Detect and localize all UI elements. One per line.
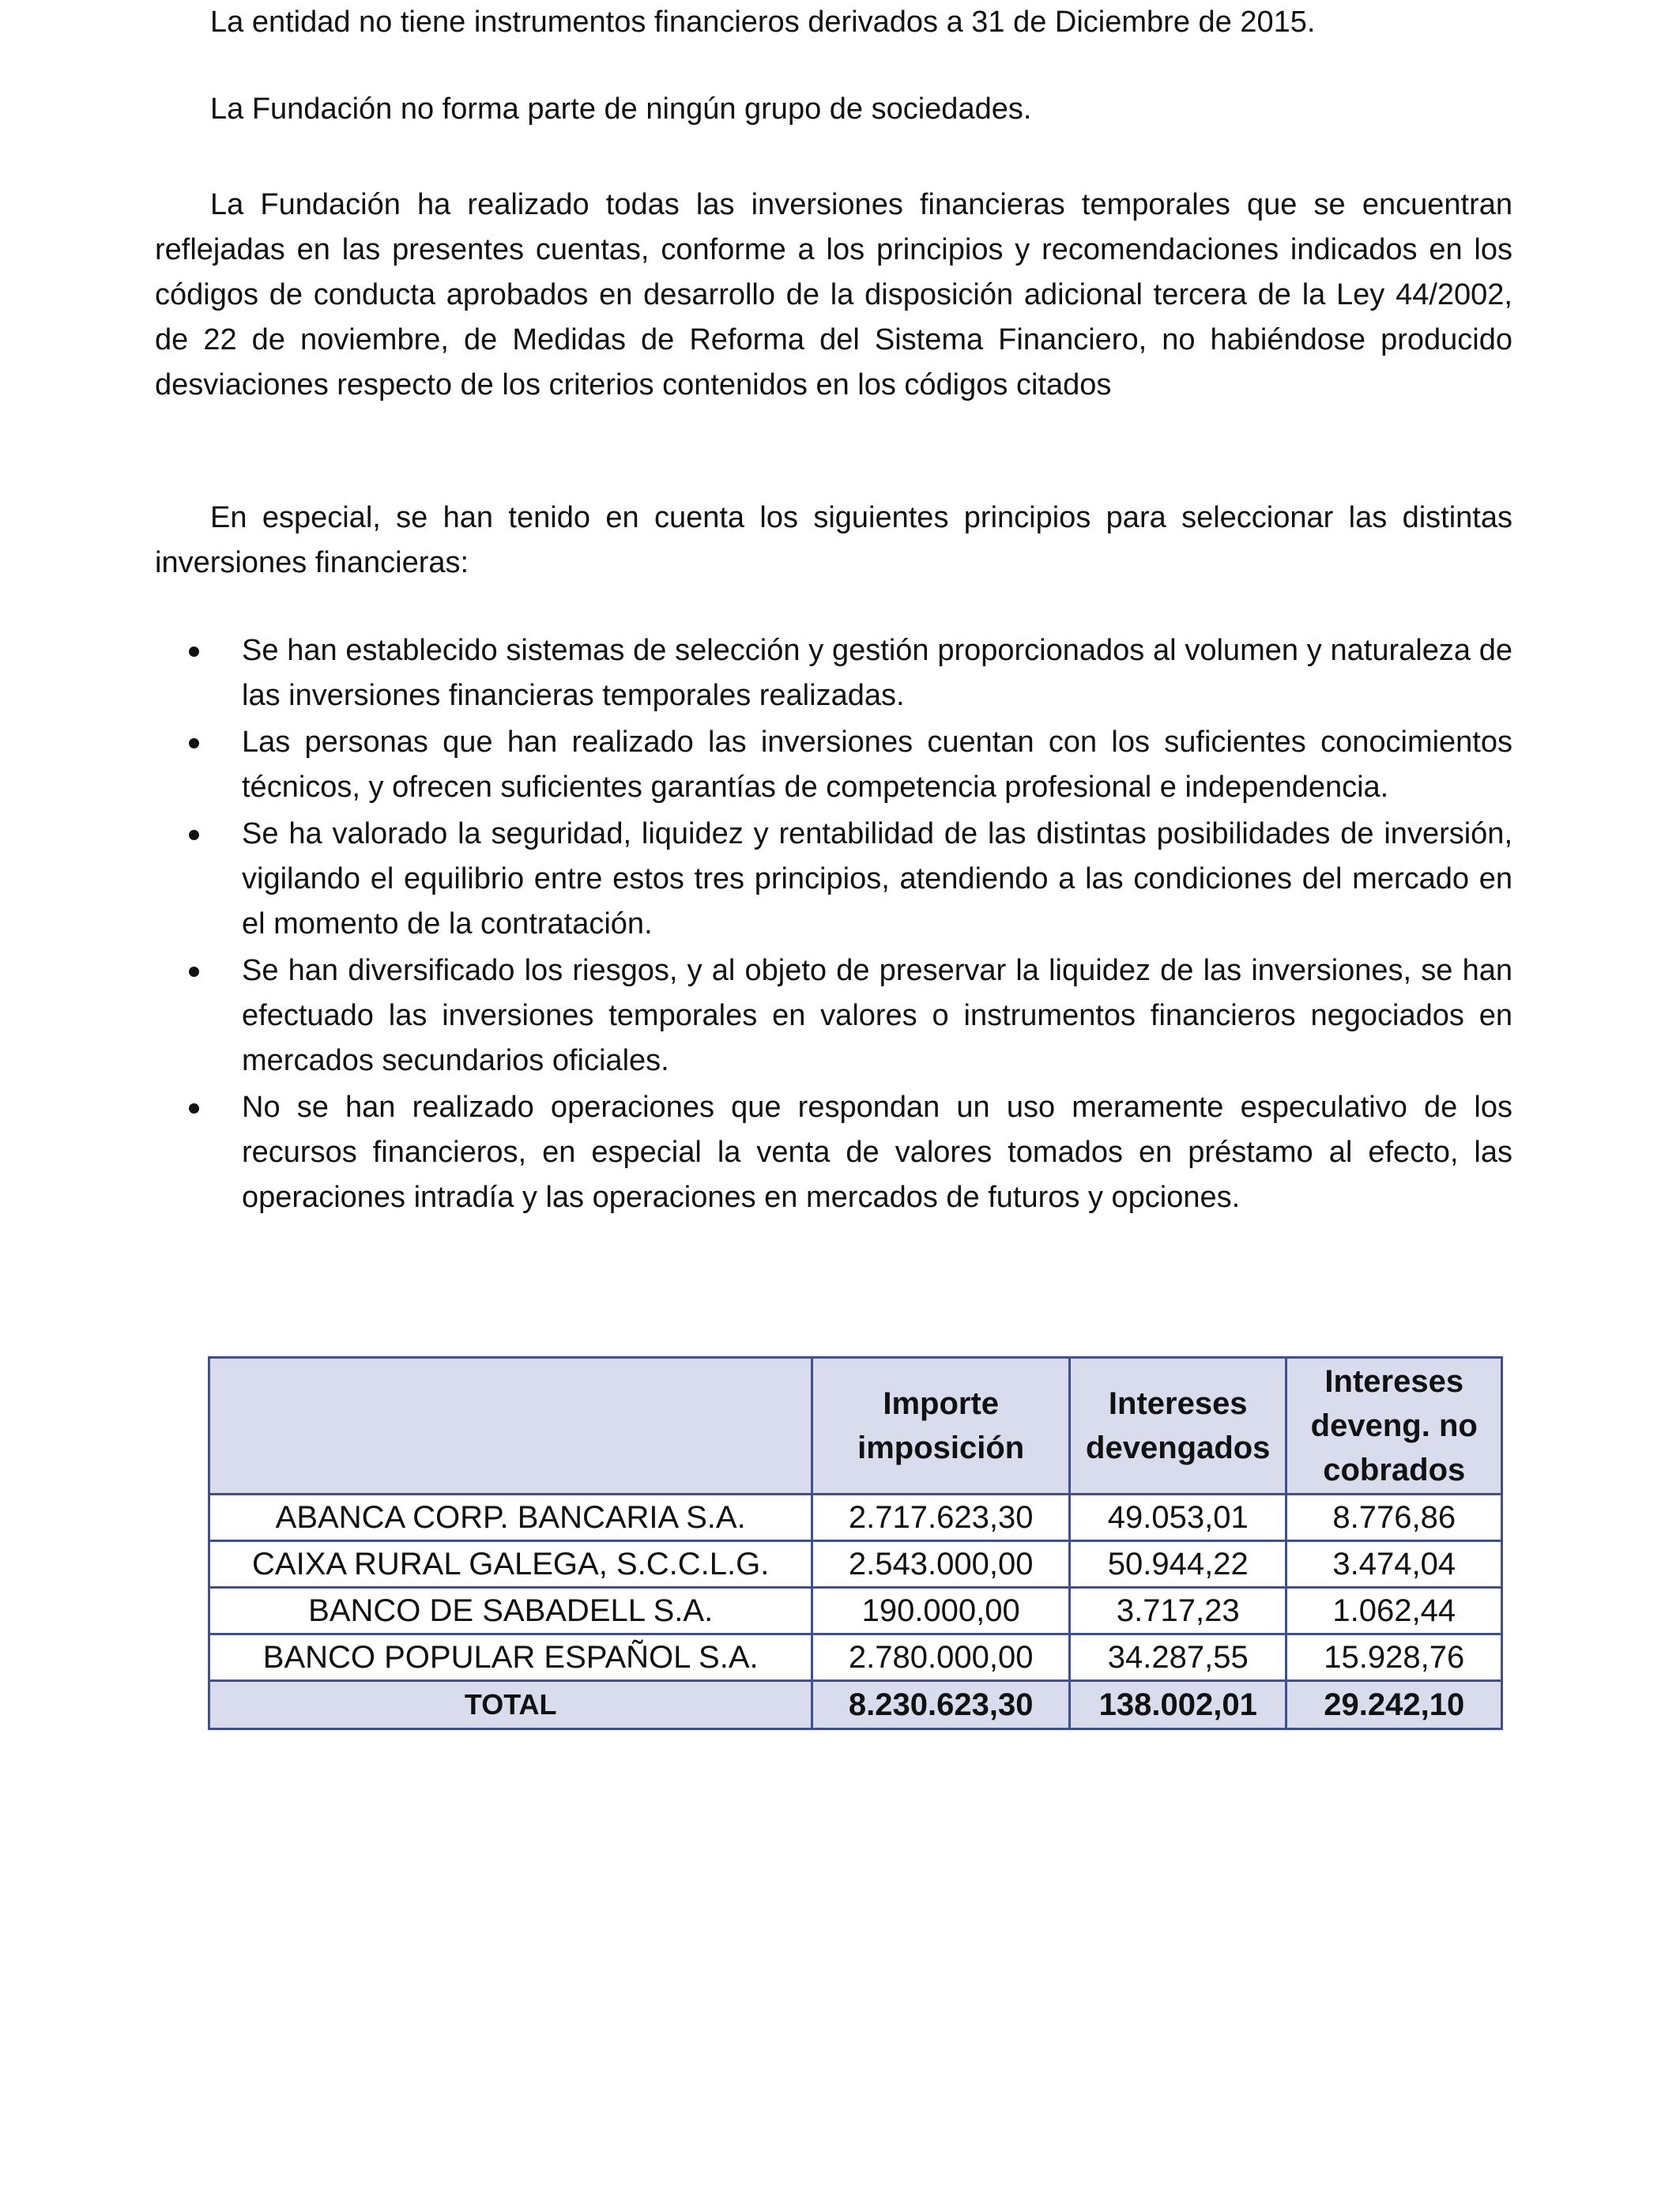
cell-no-cobrados: 15.928,76 bbox=[1286, 1634, 1502, 1681]
total-intereses: 138.002,01 bbox=[1069, 1681, 1286, 1729]
cell-importe: 2.780.000,00 bbox=[812, 1634, 1070, 1681]
cell-entity: BANCO POPULAR ESPAÑOL S.A. bbox=[209, 1634, 812, 1681]
cell-no-cobrados: 1.062,44 bbox=[1286, 1588, 1502, 1634]
list-item-text: Las personas que han realizado las inversiones cuentan con los suficientes conocimientos técnicos, y ofrecen suficientes garantías de competencia profesional e independencia. bbox=[242, 726, 1512, 804]
cell-intereses: 34.287,55 bbox=[1069, 1634, 1286, 1681]
list-item bbox=[155, 812, 1512, 947]
total-importe: 8.230.623,30 bbox=[812, 1681, 1070, 1729]
cell-intereses: 49.053,01 bbox=[1069, 1495, 1286, 1541]
list-item bbox=[155, 720, 1512, 810]
cell-importe: 190.000,00 bbox=[812, 1588, 1070, 1634]
total-label: TOTAL bbox=[209, 1681, 812, 1729]
list-item-text: No se han realizado operaciones que respondan un uso meramente especulativo de los recursos financieros, en especial la venta de valores tomados en préstamo al efecto, las operaciones intradía y las operaciones en mercados de futuros y opciones. bbox=[242, 1091, 1512, 1214]
list-item-text: Se han establecido sistemas de selección y gestión proporcionados al volumen y naturaleza de las inversiones financieras temporales realizadas. bbox=[242, 634, 1512, 712]
cell-intereses: 3.717,23 bbox=[1069, 1588, 1286, 1634]
list-item-text: Se han diversificado los riesgos, y al objeto de preservar la liquidez de las inversiones, se han efectuado las inversiones temporales en valores o instrumentos financieros negociados en mercados secundarios oficiales. bbox=[242, 954, 1512, 1077]
list-item bbox=[155, 1085, 1512, 1220]
paragraph-investments: La Fundación ha realizado todas las inversiones financieras temporales que se encuentran reflejadas en las presentes cuentas, conforme a los principios y recomendaciones indicados en los códigos de conducta aprobados en desarrollo de la disposición adicional tercera de la Ley 44/2002, de 22 de noviembre, de Medidas de Reforma del Sistema Financiero, no habiéndose producido desviaciones respecto de los criterios contenidos en los códigos citados bbox=[155, 188, 1512, 401]
table-row bbox=[209, 1541, 1502, 1588]
bullet-icon bbox=[189, 1103, 199, 1114]
list-item bbox=[155, 948, 1512, 1084]
bullet-icon bbox=[189, 647, 199, 657]
cell-entity: BANCO DE SABADELL S.A. bbox=[209, 1588, 812, 1634]
header-intereses: Intereses devengados bbox=[1069, 1358, 1286, 1495]
cell-no-cobrados: 8.776,86 bbox=[1286, 1495, 1502, 1541]
bullet-icon bbox=[189, 967, 199, 977]
bullet-icon bbox=[189, 738, 199, 748]
table-header-row bbox=[209, 1358, 1502, 1495]
investments-table bbox=[208, 1356, 1503, 1730]
list-item-text: Se ha valorado la seguridad, liquidez y rentabilidad de las distintas posibilidades de inversión, vigilando el equilibrio entre estos tres principios, atendiendo a las condiciones del mercado en el momento de la contratación. bbox=[242, 817, 1512, 941]
table-row bbox=[209, 1634, 1502, 1681]
cell-importe: 2.717.623,30 bbox=[812, 1495, 1070, 1541]
cell-entity: ABANCA CORP. BANCARIA S.A. bbox=[209, 1495, 812, 1541]
list-item bbox=[155, 628, 1512, 718]
table-row bbox=[209, 1588, 1502, 1634]
total-no-cobrados: 29.242,10 bbox=[1286, 1681, 1502, 1729]
header-no-cobrados: Intereses deveng. no cobrados bbox=[1286, 1358, 1502, 1495]
header-importe: Importe imposición bbox=[812, 1358, 1070, 1495]
cell-importe: 2.543.000,00 bbox=[812, 1541, 1070, 1588]
principles-list bbox=[155, 628, 1512, 1222]
header-entity bbox=[209, 1358, 812, 1495]
cell-entity: CAIXA RURAL GALEGA, S.C.C.L.G. bbox=[209, 1541, 812, 1588]
table-row bbox=[209, 1495, 1502, 1541]
bullet-icon bbox=[189, 830, 199, 840]
cell-no-cobrados: 3.474,04 bbox=[1286, 1541, 1502, 1588]
paragraph-principles-intro: En especial, se han tenido en cuenta los siguientes principios para seleccionar las distintas inversiones financieras: bbox=[155, 501, 1512, 579]
paragraph-derivatives: La entidad no tiene instrumentos financieros derivados a 31 de Diciembre de 2015. bbox=[210, 6, 1316, 39]
table-total-row bbox=[209, 1681, 1502, 1729]
cell-intereses: 50.944,22 bbox=[1069, 1541, 1286, 1588]
paragraph-group: La Fundación no forma parte de ningún grupo de sociedades. bbox=[210, 92, 1032, 126]
